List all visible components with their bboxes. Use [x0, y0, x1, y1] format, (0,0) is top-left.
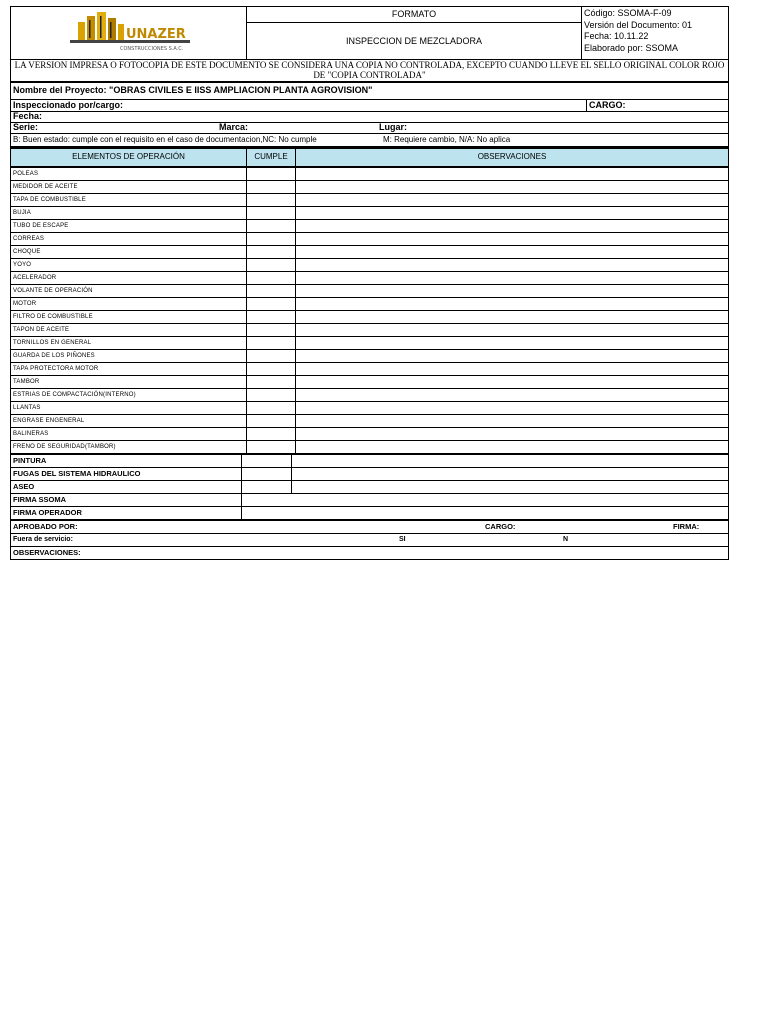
- cumple-cell[interactable]: [247, 349, 296, 362]
- element-name: VOLANTE DE OPERACIÓN: [11, 284, 247, 297]
- checklist-row: [11, 323, 729, 336]
- header-elementos: ELEMENTOS DE OPERACIÓN: [11, 148, 247, 167]
- cumple-cell[interactable]: [247, 336, 296, 349]
- observaciones-cell[interactable]: [296, 427, 729, 440]
- general-fields: [10, 82, 729, 147]
- extra-item-row: [11, 480, 729, 493]
- extra-cumple-cell[interactable]: [242, 467, 292, 480]
- extra-item-row: [11, 454, 729, 467]
- header-cumple: CUMPLE: [247, 148, 296, 167]
- observaciones-cell[interactable]: [296, 219, 729, 232]
- equipment-id-row[interactable]: [11, 122, 729, 133]
- project-label: Nombre del Proyecto:: [13, 85, 107, 96]
- element-name: ESTRIAS DE COMPACTACIÓN(INTERNO): [11, 388, 247, 401]
- extra-cumple-cell[interactable]: [242, 480, 292, 493]
- observaciones-cell[interactable]: [296, 297, 729, 310]
- cumple-cell[interactable]: [247, 180, 296, 193]
- observaciones-cell[interactable]: [296, 414, 729, 427]
- checklist-row: [11, 284, 729, 297]
- firma-operador-field[interactable]: [242, 506, 729, 519]
- cumple-cell[interactable]: [247, 206, 296, 219]
- checklist-row: [11, 245, 729, 258]
- svg-text:UNAZER: UNAZER: [125, 27, 186, 42]
- checklist-row: [11, 310, 729, 323]
- cumple-cell[interactable]: [247, 245, 296, 258]
- checklist-row: [11, 427, 729, 440]
- project-value: "OBRAS CIVILES E IISS AMPLIACION PLANTA AGROVISION": [109, 85, 373, 96]
- checklist-row: [11, 180, 729, 193]
- control-notice: LA VERSION IMPRESA O FOTOCOPIA DE ESTE DOCUMENTO SE CONSIDERA UNA COPIA NO CONTROLADA, EXCEPTO CUANDO LLEVE EL SELLO ORIGINAL COLOR ROJO DE "COPIA CONTROLADA": [11, 60, 729, 82]
- meta-version: Versión del Documento: 01: [584, 19, 693, 30]
- form-title: INSPECCION DE MEZCLADORA: [247, 23, 582, 60]
- cumple-cell[interactable]: [247, 219, 296, 232]
- cargo-field[interactable]: CARGO:: [587, 99, 729, 111]
- checklist-row: [11, 414, 729, 427]
- element-name: LLANTAS: [11, 401, 247, 414]
- cumple-cell[interactable]: [247, 284, 296, 297]
- observaciones-cell[interactable]: [296, 401, 729, 414]
- checklist-row: [11, 232, 729, 245]
- element-name: YOYO: [11, 258, 247, 271]
- checklist-row: [11, 388, 729, 401]
- meta-fecha: Fecha: 10.11.22: [584, 31, 649, 42]
- element-name: MOTOR: [11, 297, 247, 310]
- checklist-row: [11, 219, 729, 232]
- checklist-row: [11, 401, 729, 414]
- element-name: CORREAS: [11, 232, 247, 245]
- observaciones-cell[interactable]: [296, 193, 729, 206]
- element-name: GUARDA DE LOS PIÑONES: [11, 349, 247, 362]
- project-name-row[interactable]: [11, 82, 729, 99]
- cumple-cell[interactable]: [247, 323, 296, 336]
- element-name: TAPA DE COMBUSTIBLE: [11, 193, 247, 206]
- checklist-row: [11, 440, 729, 453]
- checklist-row: [11, 193, 729, 206]
- observaciones-cell[interactable]: [296, 271, 729, 284]
- marca-label: Marca:: [219, 122, 249, 133]
- cumple-cell[interactable]: [247, 414, 296, 427]
- checklist-row: [11, 206, 729, 219]
- observaciones-cell[interactable]: [296, 388, 729, 401]
- meta-elaborado: Elaborado por: SSOMA: [584, 43, 679, 54]
- form-footer: [10, 520, 729, 560]
- inspector-field[interactable]: Inspeccionado por/cargo:: [11, 99, 587, 111]
- status-legend: [11, 133, 729, 146]
- extra-item-name: FUGAS DEL SISTEMA HIDRAULICO: [11, 467, 242, 480]
- element-name: ACELERADOR: [11, 271, 247, 284]
- cumple-cell[interactable]: [247, 258, 296, 271]
- cumple-cell[interactable]: [247, 167, 296, 181]
- observaciones-cell[interactable]: [296, 167, 729, 181]
- extra-item-name: PINTURA: [11, 454, 242, 467]
- cumple-cell[interactable]: [247, 193, 296, 206]
- aprobado-label: APROBADO POR:: [13, 521, 78, 531]
- observaciones-cell[interactable]: [296, 362, 729, 375]
- checklist-row: [11, 336, 729, 349]
- fecha-field[interactable]: Fecha:: [11, 111, 729, 122]
- inspection-checklist: [10, 147, 729, 454]
- si-option[interactable]: SI: [399, 536, 406, 544]
- element-name: POLEAS: [11, 167, 247, 181]
- observaciones-cell[interactable]: [296, 440, 729, 453]
- extra-observaciones-cell[interactable]: [292, 454, 729, 467]
- element-name: CHOQUE: [11, 245, 247, 258]
- company-logo: [11, 7, 247, 60]
- out-of-service-row[interactable]: [11, 533, 729, 546]
- form-header: [10, 6, 729, 82]
- element-name: FILTRO DE COMBUSTIBLE: [11, 310, 247, 323]
- legend-left: B: Buen estado: cumple con el requisito en el caso de documentacion,NC: No cumple: [13, 134, 317, 144]
- extra-item-name: ASEO: [11, 480, 242, 493]
- checklist-row: [11, 258, 729, 271]
- cumple-cell[interactable]: [247, 362, 296, 375]
- fuera-servicio-label: Fuera de servicio:: [13, 536, 73, 544]
- element-name: BUJIA: [11, 206, 247, 219]
- approval-row[interactable]: [11, 520, 729, 533]
- element-name: MEDIDOR DE ACEITE: [11, 180, 247, 193]
- element-name: BALINERAS: [11, 427, 247, 440]
- meta-codigo: Código: SSOMA-F-09: [584, 8, 672, 18]
- element-name: TORNILLOS EN GENERAL: [11, 336, 247, 349]
- observaciones-cell[interactable]: [296, 375, 729, 388]
- observaciones-cell[interactable]: [296, 323, 729, 336]
- inspection-form: [10, 6, 728, 560]
- format-label: FORMATO: [247, 7, 582, 23]
- firma-ssoma-label: FIRMA SSOMA: [11, 493, 242, 506]
- observaciones-cell[interactable]: [296, 245, 729, 258]
- checklist-header-row: [11, 148, 729, 167]
- element-name: TUBO DE ESCAPE: [11, 219, 247, 232]
- checklist-row: [11, 349, 729, 362]
- cumple-cell[interactable]: [247, 375, 296, 388]
- lugar-label: Lugar:: [379, 122, 407, 133]
- cumple-cell[interactable]: [247, 427, 296, 440]
- checklist-row: [11, 297, 729, 310]
- cumple-cell[interactable]: [247, 440, 296, 453]
- legend-right: M: Requiere cambio, N/A: No aplica: [383, 134, 511, 144]
- observaciones-cell[interactable]: [296, 206, 729, 219]
- observaciones-field[interactable]: OBSERVACIONES:: [11, 546, 729, 559]
- extra-observaciones-cell[interactable]: [292, 480, 729, 493]
- element-name: TAMBOR: [11, 375, 247, 388]
- cumple-cell[interactable]: [247, 271, 296, 284]
- checklist-row: [11, 362, 729, 375]
- cumple-cell[interactable]: [247, 388, 296, 401]
- building-logo-icon: [64, 10, 194, 54]
- element-name: TAPA PROTECTORA MOTOR: [11, 362, 247, 375]
- observaciones-cell[interactable]: [296, 258, 729, 271]
- extra-cumple-cell[interactable]: [242, 454, 292, 467]
- observaciones-cell[interactable]: [296, 310, 729, 323]
- cumple-cell[interactable]: [247, 310, 296, 323]
- cumple-cell[interactable]: [247, 297, 296, 310]
- signature-row-ssoma: [11, 493, 729, 506]
- header-observaciones: OBSERVACIONES: [296, 148, 729, 167]
- checklist-row: [11, 375, 729, 388]
- checklist-row: [11, 167, 729, 181]
- cumple-cell[interactable]: [247, 232, 296, 245]
- element-name: FRENO DE SEGURIDAD(TAMBOR): [11, 440, 247, 453]
- extra-observaciones-cell[interactable]: [292, 467, 729, 480]
- serie-label: Serie:: [13, 122, 39, 133]
- observaciones-cell[interactable]: [296, 336, 729, 349]
- element-name: ENGRASE ENGENERAL: [11, 414, 247, 427]
- signature-row-operador: [11, 506, 729, 519]
- cumple-cell[interactable]: [247, 401, 296, 414]
- no-option[interactable]: N: [563, 536, 569, 544]
- firma-operador-label: FIRMA OPERADOR: [11, 506, 242, 519]
- observaciones-cell[interactable]: [296, 284, 729, 297]
- observaciones-cell[interactable]: [296, 180, 729, 193]
- firma-ssoma-field[interactable]: [242, 493, 729, 506]
- svg-text:CONSTRUCCIONES S.A.C.: CONSTRUCCIONES S.A.C.: [119, 46, 183, 52]
- extra-items: [10, 454, 729, 520]
- observaciones-cell[interactable]: [296, 349, 729, 362]
- footer-cargo-label: CARGO:: [485, 521, 516, 531]
- document-meta: [582, 7, 729, 60]
- element-name: TAPON DE ACEITE: [11, 323, 247, 336]
- observaciones-cell[interactable]: [296, 232, 729, 245]
- checklist-row: [11, 271, 729, 284]
- footer-firma-label: FIRMA:: [673, 521, 700, 531]
- extra-item-row: [11, 467, 729, 480]
